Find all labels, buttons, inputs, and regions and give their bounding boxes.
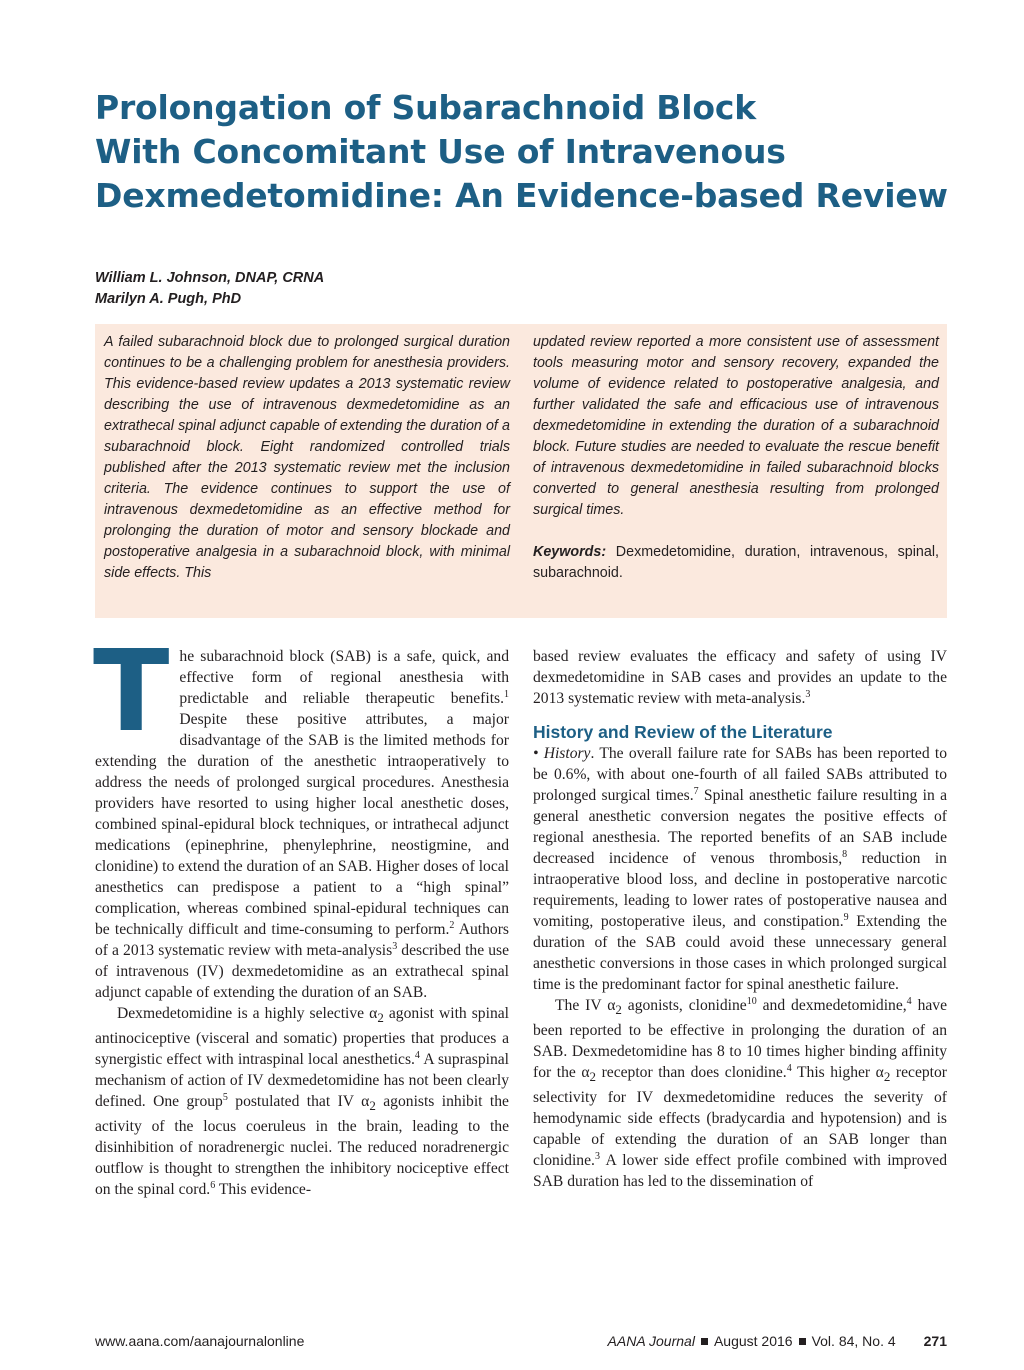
journal-citation	[608, 1333, 947, 1349]
journal-name: AANA Journal	[607, 1333, 695, 1349]
subscript: 2	[615, 1002, 622, 1018]
square-bullet-icon	[799, 1338, 806, 1345]
abstract-text-right: updated review reported a more consistent use of assessment tools measuring motor and sensory recovery, expanded the volume of evidence related to postoperative analgesia, and further validated the safe and efficacious use of intravenous dexmedetomidine in extending the duration of a subarachnoid block. Future studies are needed to evaluate the rescue benefit of intravenous dexmedetomidine in failed subarachnoid blocks converted to general anesthesia resulting from prolonged surgical times.	[533, 334, 939, 518]
body-column-right	[533, 646, 947, 1192]
body-paragraph	[93, 627, 510, 1003]
abstract-box	[95, 324, 947, 618]
abstract-column-right	[533, 332, 939, 584]
journal-url[interactable]: www.aana.com/aanajournalonline	[95, 1333, 305, 1349]
body-paragraph: based review evaluates the efficacy and safety of using IV dexmedetomidine in SAB cases and provides an update to the 2013 systematic review with meta-analysis.$^3$	[533, 648, 947, 707]
citation-ref: 2	[449, 920, 455, 931]
author-list	[95, 268, 324, 310]
keywords-label: Keywords:	[533, 544, 607, 560]
title-line: With Concomitant Use of Intravenous	[95, 132, 786, 171]
title-line: Prolongation of Subarachnoid Block	[95, 88, 756, 127]
citation-ref: 4	[906, 996, 912, 1007]
abstract-column-left	[104, 332, 510, 584]
section-heading: History and Review of the Literature	[533, 722, 833, 742]
author-name: William L. Johnson, DNAP, CRNA	[95, 270, 325, 286]
subscript: 2	[369, 1098, 376, 1114]
keywords-text: Dexmedetomidine, duration, intravenous, spinal, subarachnoid.	[533, 544, 939, 581]
citation-ref: 3	[805, 689, 811, 700]
title-line: Dexmedetomidine: An Evidence-based Review	[95, 176, 948, 215]
page-number: 271	[923, 1333, 947, 1349]
citation-ref: 5	[222, 1092, 228, 1104]
keywords	[533, 542, 939, 584]
run-in-heading: • History	[533, 745, 591, 762]
abstract-text-left: A failed subarachnoid block due to prolonged surgical duration continues to be a challenging problem for anesthesia providers. This evidence-based review updates a 2013 systematic review describing the use of intravenous dexmedetomidine as an extrathecal spinal adjunct capable of extending the duration of a subarachnoid block. Eight randomized controlled trials published after the 2013 systematic review met the inclusion criteria. The evidence continues to support the use of intravenous dexmedetomidine as an effective method for prolonging the duration of motor and sensory blockade and postoperative analgesia in a subarachnoid block, with minimal side effects. This	[104, 334, 510, 581]
citation-ref: 9	[843, 912, 849, 923]
citation-ref: 1	[504, 689, 509, 700]
citation-ref: 4	[414, 1050, 420, 1062]
subscript: 2	[883, 1069, 891, 1085]
subscript: 2	[589, 1069, 597, 1085]
paragraph-text: he subarachnoid block (SAB) is a safe, quick, and effective form of regional anesthesia with predictable and reliable therapeutic benefits.$^1$ Despite these positive attributes, a major disadvantage of the SAB is the limited methods for extending the duration of the anesthetic intraoperatively to address the needs of prolonged surgical procedures. Anesthesia providers have resorted to using higher local anesthetic doses, combined spinal-epidural block techniques, or intrathecal adjunct medications (epinephrine, phenylephrine, neostigmine, and clonidine) to extend the duration of an SAB. Higher doses of local anesthetics can predispose a patient to a “high spinal” complication, whereas combined spinal-epidural techniques can be technically difficult and time-consuming to perform.$^2$ Authors of a 2013 systematic review with meta-analysis$^3$ described the use of intravenous (IV) dexmedetomidine as an extrathecal spinal adjunct capable of extending the duration of an SAB.	[95, 648, 510, 1001]
citation-ref: 7	[693, 786, 699, 797]
citation-ref: 4	[786, 1063, 792, 1075]
author-name: Marilyn A. Pugh, PhD	[95, 291, 242, 307]
citation-ref: 8	[842, 849, 848, 860]
body-paragraph: The IV $\alpha_2$ agonists, clonidine$^{10}$ and dexmedetomidine,$^4$ have been reported to be effective in prolonging the duration of an SAB. Dexmedetomidine has 8 to 10 times higher binding affinity for the $\alpha_2$ receptor than does clonidine.$^4$ This higher $\alpha_2$ receptor selectivity for IV dexmedetomidine reduces the severity of hemodynamic side effects (bradycardia and hypotension) and is capable of extending the duration of an SAB longer than clonidine.$^3$ A lower side effect profile combined with improved SAB duration has led to the dissemination of	[533, 996, 948, 1191]
body-column-left	[93, 627, 510, 1200]
issue-date: August 2016	[713, 1333, 793, 1349]
square-bullet-icon	[701, 1338, 708, 1345]
subscript: 2	[377, 1010, 384, 1026]
volume-number: Vol. 84, No. 4	[811, 1333, 896, 1349]
drop-cap: T	[93, 627, 170, 757]
citation-ref: 10	[746, 996, 757, 1007]
body-paragraph: Dexmedetomidine is a highly selective $\alpha_2$ agonist with spinal antinociceptive (visceral and somatic) properties that produces a synergistic effect with intraspinal local anesthetics.$^4$ A supraspinal mechanism of action of IV dexmedetomidine has not been clearly defined. One group$^5$ postulated that IV $\alpha_2$ agonists inhibit the activity of the locus coeruleus in the brain, leading to the disinhibition of noradrenergic nuclei. The reduced noradrenergic outflow is thought to strengthen the inhibitory nociceptive effect on the spinal cord.$^6$ This evidence-	[95, 1005, 509, 1199]
citation-ref: 3	[594, 1151, 600, 1163]
citation-ref: 3	[392, 941, 398, 952]
page-footer	[95, 1333, 947, 1353]
paragraph-text: . The overall failure rate for SABs has been reported to be 0.6%, with about one-fourth of all failed SABs attributed to prolonged surgical times.$^7$ Spinal anesthetic failure resulting in a general anesthetic conversion negates the positive effects of regional anesthesia. The reported benefits of an SAB include decreased incidence of venous thrombosis,$^8$ reduction in intraoperative blood loss, and decline in postoperative narcotic requirements, leading to lower rates of postoperative nausea and vomiting, postoperative ileus, and constipation.$^9$ Extending the duration of the SAB could avoid these unnecessary general anesthetic conversions in those cases in which prolonged surgical time is the predominant factor for spinal anesthetic failure.	[533, 745, 947, 993]
article-title	[95, 86, 955, 218]
body-paragraph	[533, 743, 947, 995]
citation-ref: 6	[210, 1180, 216, 1192]
